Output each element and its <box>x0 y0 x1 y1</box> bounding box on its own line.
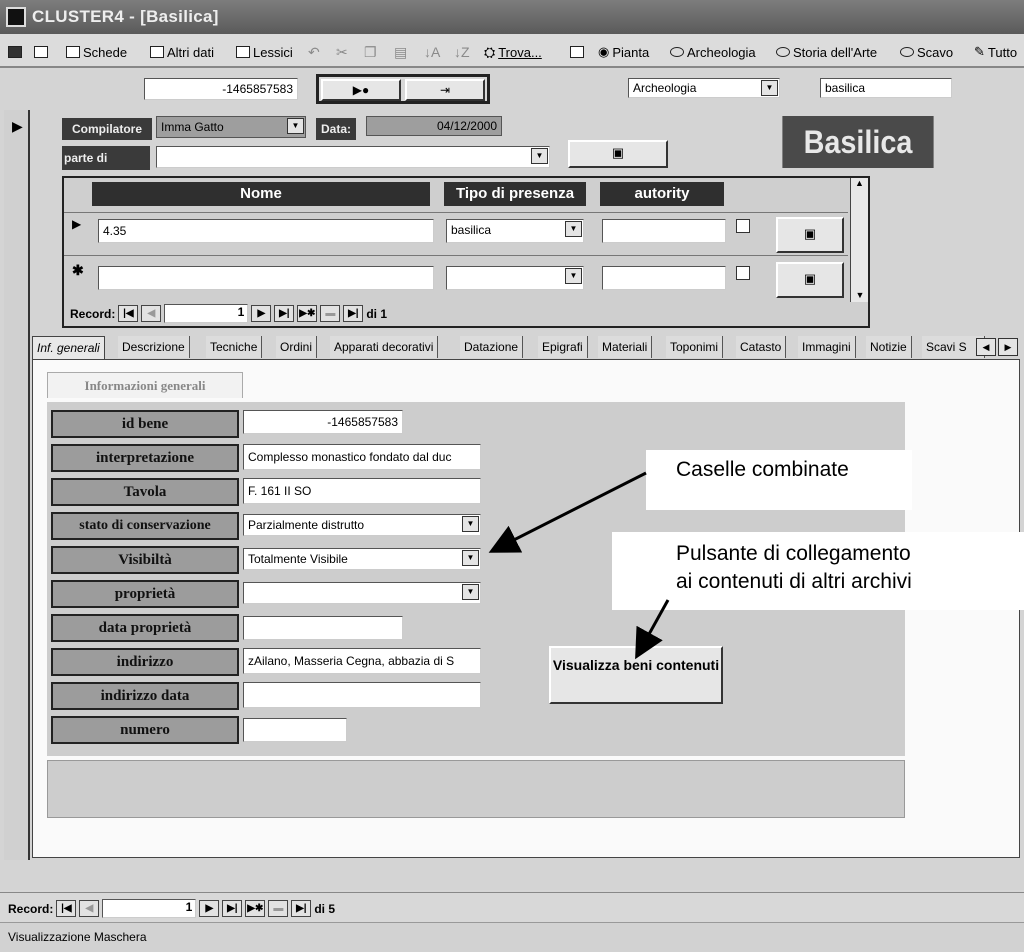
chevron-down-icon[interactable]: ▼ <box>287 118 304 134</box>
nome-field[interactable]: 4.35 <box>98 219 434 243</box>
proprieta-select[interactable] <box>243 582 481 604</box>
form-area <box>0 70 1024 890</box>
label-data-proprieta: data proprietà <box>51 614 239 642</box>
tab-descrizione[interactable]: Descrizione <box>118 336 190 358</box>
new-record-nav-button[interactable]: ▶✱ <box>297 305 317 322</box>
tutto-button[interactable]: ✎ Tutto <box>974 44 1018 60</box>
category-select[interactable]: Archeologia ▼ <box>628 78 780 98</box>
footer-panel <box>47 760 905 818</box>
compilatore-label: Compilatore <box>62 118 152 140</box>
chevron-down-icon[interactable]: ▼ <box>462 584 479 600</box>
section-title: Informazioni generali <box>47 372 243 398</box>
interpretazione-field[interactable]: Complesso monastico fondato dal duc <box>243 444 481 470</box>
last-record-button[interactable]: ▶| <box>222 900 242 917</box>
status-text: Visualizzazione Maschera <box>8 930 147 944</box>
chevron-down-icon[interactable]: ▼ <box>531 148 548 164</box>
exit-button[interactable]: ⇥ <box>405 79 485 101</box>
tab-notizie[interactable]: Notizie <box>866 336 912 358</box>
indirizzo-data-field[interactable] <box>243 682 481 708</box>
sort-asc-icon[interactable]: ↓A <box>424 44 441 60</box>
form-icon <box>150 46 164 58</box>
label-indirizzo: indirizzo <box>51 648 239 676</box>
tavola-field[interactable]: F. 161 II SO <box>243 478 481 504</box>
compilatore-select[interactable]: Imma Gatto ▼ <box>156 116 306 138</box>
label-stato-conservazione: stato di conservazione <box>51 512 239 540</box>
label-proprieta: proprietà <box>51 580 239 608</box>
schede-button[interactable]: Schede <box>66 42 127 62</box>
autority-field[interactable] <box>602 266 726 290</box>
tab-datazione[interactable]: Datazione <box>460 336 523 358</box>
form-icon: ▣ <box>611 145 625 160</box>
grid-icon[interactable] <box>8 42 22 62</box>
annotation-combo-text: Caselle combinate <box>676 458 849 481</box>
first-record-button[interactable]: |◀ <box>56 900 76 917</box>
chevron-down-icon[interactable]: ▼ <box>462 516 479 532</box>
next-record-button[interactable]: ▶ <box>251 305 271 322</box>
tab-apparati-decorativi[interactable]: Apparati decorativi <box>330 336 438 358</box>
tab-catasto[interactable]: Catasto <box>736 336 786 358</box>
indirizzo-field[interactable]: zAilano, Masseria Cegna, abbazia di S <box>243 648 481 674</box>
storia-arte-button[interactable]: Storia dell'Arte <box>776 42 877 62</box>
sort-desc-icon[interactable]: ↓Z <box>454 44 470 60</box>
speech-bubble-icon <box>900 47 914 57</box>
prev-record-button[interactable]: ◀ <box>141 305 161 322</box>
tab-strip <box>32 336 1020 360</box>
scroll-up-icon[interactable]: ▲ <box>855 178 864 188</box>
prev-record-button[interactable]: ◀ <box>79 900 99 917</box>
altri-dati-button[interactable]: Altri dati <box>150 42 214 62</box>
row-open-button[interactable] <box>776 262 844 298</box>
id-display-field[interactable]: -1465857583 <box>144 78 298 100</box>
row-checkbox[interactable] <box>736 266 750 280</box>
app-icon <box>6 7 26 27</box>
id-bene-field[interactable]: -1465857583 <box>243 410 403 434</box>
toolbar <box>0 34 1024 68</box>
delete-record-button[interactable]: ▬ <box>320 305 340 322</box>
subform-row <box>64 212 848 256</box>
parte-di-open-button[interactable] <box>568 140 668 168</box>
annotation-link-box <box>612 532 1024 610</box>
tab-tecniche[interactable]: Tecniche <box>206 336 262 358</box>
new-record-button[interactable]: ▶● <box>321 79 401 101</box>
record-number-field[interactable]: 1 <box>164 304 248 323</box>
form-icon: ▣ <box>803 271 817 286</box>
form-icon <box>66 46 80 58</box>
scavo-button[interactable]: Scavo <box>900 42 953 62</box>
tab-materiali[interactable]: Materiali <box>598 336 652 358</box>
numero-field[interactable] <box>243 718 347 742</box>
label-numero: numero <box>51 716 239 744</box>
binoculars-icon: ⛭ <box>484 43 496 60</box>
visibilita-select[interactable]: Totalmente Visibile ▼ <box>243 548 481 570</box>
visualizza-beni-contenuti-button[interactable]: Visualizza beni contenuti <box>549 646 723 704</box>
scroll-down-icon[interactable]: ▼ <box>855 290 865 300</box>
tab-ordini[interactable]: Ordini <box>276 336 317 358</box>
subform <box>62 176 870 328</box>
paste-icon[interactable]: ▤ <box>394 43 408 60</box>
data-label: Data: <box>316 118 356 140</box>
tab-scavi[interactable]: Scavi S <box>922 336 985 358</box>
annotation-combo-box <box>646 450 912 510</box>
data-proprieta-field[interactable] <box>243 616 403 640</box>
label-indirizzo-data: indirizzo data <box>51 682 239 710</box>
label-visibilita: Visibiltà <box>51 546 239 574</box>
tipo-select[interactable]: basilica ▼ <box>446 219 584 243</box>
chevron-down-icon[interactable]: ▼ <box>565 268 582 284</box>
column-header-tipo: Tipo di presenza <box>444 182 586 206</box>
form-icon: ▣ <box>803 226 817 241</box>
stato-conservazione-select[interactable]: Parzialmente distrutto ▼ <box>243 514 481 536</box>
undo-icon[interactable]: ↶ <box>308 43 320 60</box>
tab-scroll-right-icon[interactable]: ▶ <box>998 338 1018 356</box>
annotation-link-line2: ai contenuti di altri archivi <box>676 570 912 593</box>
label-tavola: Tavola <box>51 478 239 506</box>
subform-scrollbar[interactable] <box>850 178 868 302</box>
data-field[interactable]: 04/12/2000 <box>366 116 502 136</box>
speech-bubble-icon <box>776 47 790 57</box>
list-icon <box>236 46 250 58</box>
column-header-nome: Nome <box>92 182 430 206</box>
main-record-bar <box>0 892 1024 922</box>
report-icon[interactable] <box>570 42 584 62</box>
nome-field[interactable] <box>98 266 434 290</box>
next-record-button[interactable]: ▶ <box>199 900 219 917</box>
record-title: Basilica <box>782 116 933 168</box>
column-header-autority: autority <box>600 182 724 206</box>
status-bar <box>0 922 1024 952</box>
pen-icon: ✎ <box>974 44 985 59</box>
speech-bubble-icon <box>670 47 684 57</box>
record-number-field[interactable]: 1 <box>102 899 196 918</box>
row-checkbox[interactable] <box>736 219 750 233</box>
chevron-down-icon[interactable]: ▼ <box>565 221 582 237</box>
cut-icon[interactable]: ✂ <box>336 43 348 60</box>
delete-record-button[interactable]: ▬ <box>268 900 288 917</box>
label-interpretazione: interpretazione <box>51 444 239 472</box>
record-pointer-icon: ▶ <box>12 118 23 134</box>
lessici-button[interactable]: Lessici <box>236 42 293 62</box>
subform-row-new <box>64 258 848 302</box>
archeologia-button[interactable]: Archeologia <box>670 42 756 62</box>
record-selector-column <box>4 110 30 860</box>
row-open-button[interactable] <box>776 217 844 253</box>
parte-di-label: parte di <box>62 146 150 170</box>
label-id-bene: id bene <box>51 410 239 438</box>
filter-record-button[interactable]: ▶| <box>291 900 311 917</box>
parte-di-select[interactable] <box>156 146 550 168</box>
user-icon[interactable] <box>34 42 48 62</box>
tipo-select[interactable] <box>446 266 584 290</box>
nav-button-group <box>316 74 490 104</box>
tab-scroll-left-icon[interactable]: ◀ <box>976 338 996 356</box>
tab-epigrafi[interactable]: Epigrafi <box>538 336 588 358</box>
tab-inf-generali[interactable]: Inf. generali <box>32 336 105 359</box>
title-bar <box>0 0 1024 34</box>
eye-icon: ◉ <box>598 44 610 59</box>
type-field[interactable]: basilica <box>820 78 952 98</box>
new-record-nav-button[interactable]: ▶✱ <box>245 900 265 917</box>
tab-toponimi[interactable]: Toponimi <box>666 336 723 358</box>
last-record-button[interactable]: ▶| <box>274 305 294 322</box>
window-title: CLUSTER4 - [Basilica] <box>32 7 219 26</box>
filter-record-button[interactable]: ▶| <box>343 305 363 322</box>
first-record-button[interactable]: |◀ <box>118 305 138 322</box>
record-pointer-icon: ▶ <box>72 217 82 231</box>
new-row-icon: ✱ <box>72 262 84 278</box>
pianta-button[interactable]: ◉ Pianta <box>598 44 650 60</box>
subform-record-navigator: Record: |◀ ◀ 1 ▶ ▶| ▶✱ ▬ ▶| di 1 <box>70 304 387 323</box>
main-record-navigator: Record: |◀ ◀ 1 ▶ ▶| ▶✱ ▬ ▶| di 5 <box>8 899 335 918</box>
chevron-down-icon[interactable]: ▼ <box>462 550 479 566</box>
annotation-link-line1: Pulsante di collegamento <box>676 542 911 565</box>
trova-button[interactable]: ⛭ Trova... <box>484 43 542 60</box>
autority-field[interactable] <box>602 219 726 243</box>
chevron-down-icon[interactable]: ▼ <box>761 80 778 96</box>
tab-immagini[interactable]: Immagini <box>798 336 856 358</box>
copy-icon[interactable]: ❐ <box>364 43 377 60</box>
